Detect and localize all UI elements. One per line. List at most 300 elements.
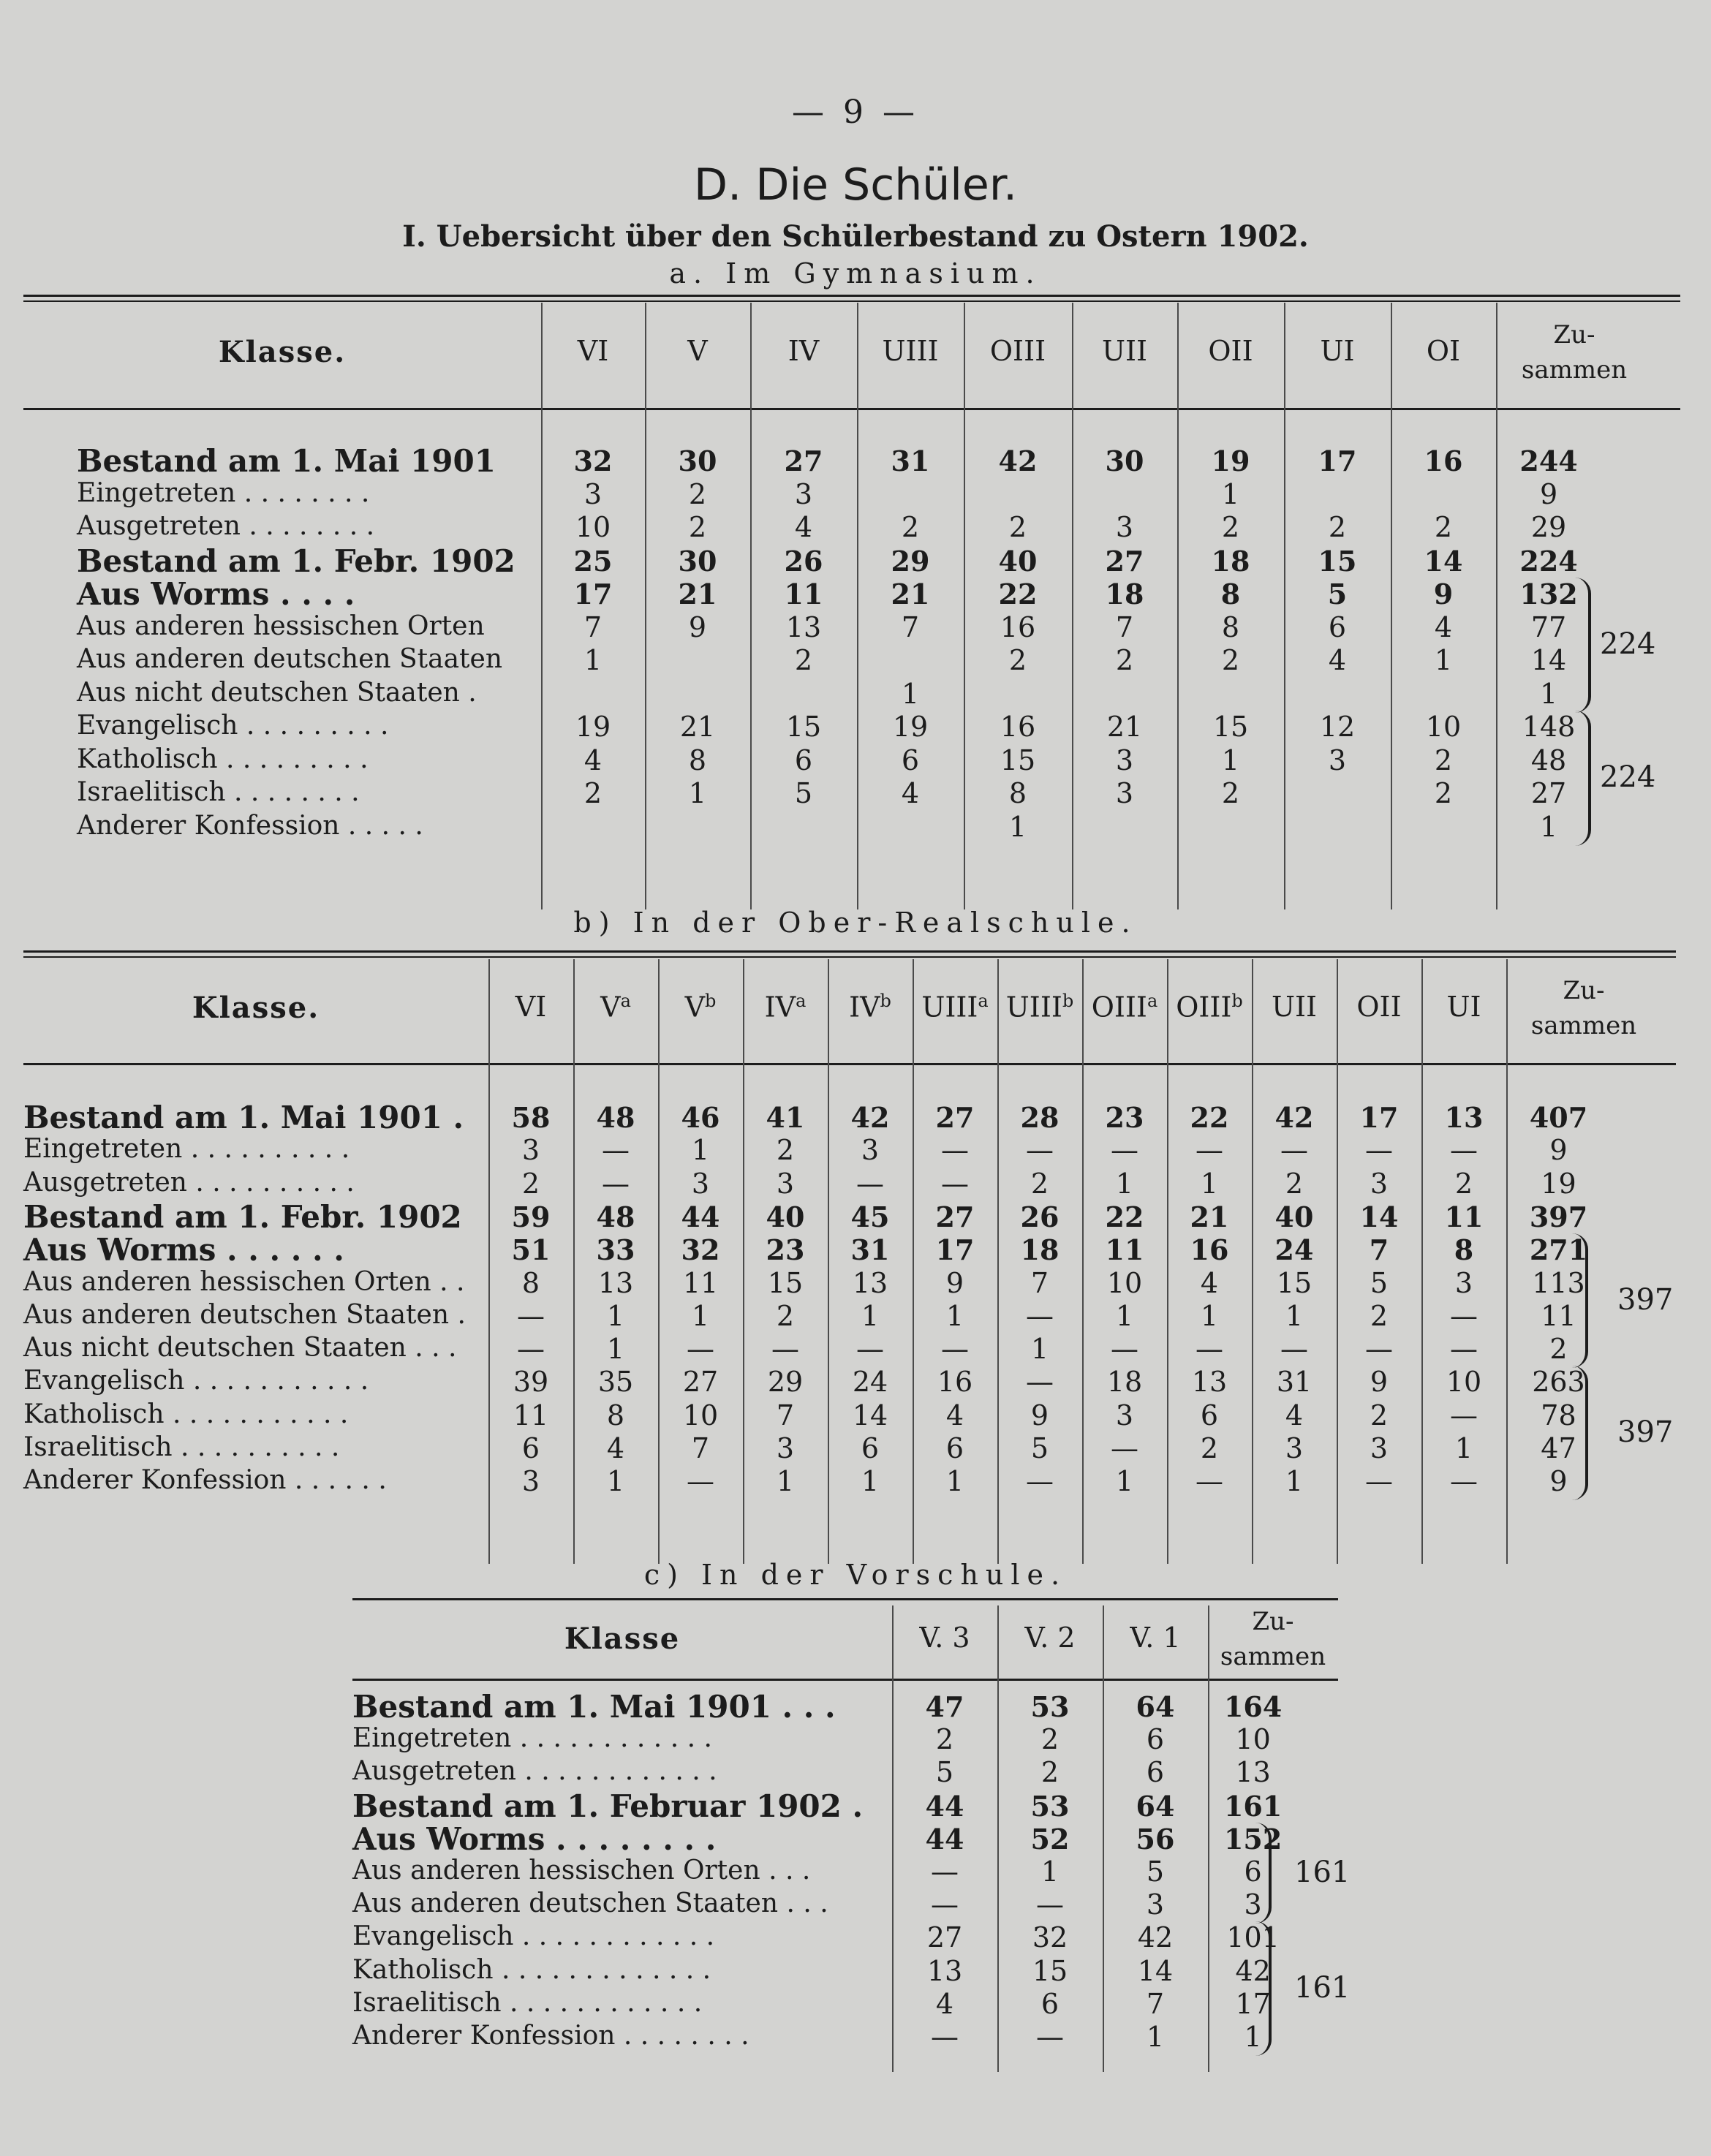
total-cell: 78	[1541, 1399, 1576, 1431]
table-cell: 2	[794, 644, 813, 676]
table-cell: 11	[1105, 1233, 1144, 1267]
table-cell: 4	[935, 1987, 954, 2020]
table-cell: 33	[596, 1233, 635, 1267]
table-cell: 48	[596, 1200, 635, 1233]
column-header: $IV^b$	[849, 991, 891, 1024]
klasse-header: Klasse.	[218, 335, 347, 369]
table-cell: 11	[513, 1399, 549, 1431]
total-cell: 271	[1529, 1233, 1588, 1267]
table-cell: 27	[926, 1921, 963, 1954]
column-header: UIII$^b$	[1005, 991, 1074, 1024]
table-top-rule-thin	[23, 300, 1680, 302]
table-cell: 1	[1030, 1333, 1049, 1366]
table-cell: —	[1280, 1134, 1308, 1167]
table-cell: 2	[1285, 1167, 1304, 1200]
table-cell: 13	[785, 610, 822, 643]
row-label: Anderer Konfession . . . . .	[77, 810, 423, 841]
table-cell: 27	[784, 445, 823, 477]
table-cell: 2	[1040, 1756, 1060, 1789]
table-cell: 6	[1200, 1399, 1219, 1431]
total-cell: 19	[1541, 1167, 1576, 1200]
table-cell: 4	[1328, 644, 1347, 676]
table-cell: 8	[521, 1266, 540, 1299]
table-cell: 18	[1211, 544, 1250, 578]
table-cell: 21	[678, 578, 717, 610]
table-cell: 8	[606, 1399, 625, 1431]
table-cell: 2	[1370, 1299, 1389, 1332]
table-cell: 9	[1030, 1399, 1049, 1431]
table-cell: 6	[945, 1432, 964, 1464]
zusammen-text: sammen	[1530, 1011, 1637, 1040]
row-label: Evangelisch . . . . . . . . .	[77, 711, 389, 741]
table-cell: 51	[511, 1233, 551, 1267]
table-cell: 64	[1136, 1690, 1175, 1723]
table-cell: 2	[901, 511, 920, 543]
table-cell: —	[1450, 1333, 1478, 1366]
total-cell: 244	[1519, 445, 1578, 477]
total-cell: 161	[1223, 1789, 1283, 1823]
table-cell: 26	[1020, 1200, 1060, 1233]
table-top-rule	[352, 1598, 1338, 1600]
total-cell: 9	[1539, 477, 1558, 510]
table-cell: 6	[1146, 1756, 1165, 1789]
table-cell: 24	[852, 1366, 888, 1399]
table-cell: —	[687, 1333, 714, 1366]
table-cell: 3	[776, 1167, 795, 1200]
table-cell: —	[856, 1167, 884, 1200]
table-cell: 2	[688, 477, 707, 510]
table-cell: 4	[945, 1399, 964, 1431]
header-bottom-rule	[352, 1679, 1338, 1681]
table-cell: —	[1450, 1299, 1478, 1332]
table-cell: 10	[682, 1399, 719, 1431]
table-cell: —	[1196, 1465, 1223, 1498]
row-label: Aus anderen hessischen Orten . .	[23, 1266, 465, 1297]
table-cell: 18	[1020, 1233, 1060, 1267]
page-title: D. Die Schüler.	[693, 159, 1018, 211]
column-header: UIII$^a$	[921, 991, 989, 1024]
row-label: Anderer Konfession . . . . . .	[23, 1465, 387, 1496]
table-cell: —	[1450, 1465, 1478, 1498]
table-cell: 3	[861, 1134, 880, 1167]
table-cell: 7	[691, 1432, 710, 1464]
table-cell: —	[941, 1167, 969, 1200]
table-cell: 23	[1105, 1101, 1144, 1134]
column-header: OI	[1426, 335, 1461, 367]
table-cell: —	[1036, 2021, 1064, 2053]
table-cell: 1	[901, 677, 920, 710]
table-cell: 5	[1370, 1266, 1389, 1299]
header-bottom-rule	[23, 1063, 1676, 1065]
row-label: Eingetreten . . . . . . . . . . . .	[352, 1723, 712, 1754]
row-label: Aus anderen deutschen Staaten . . .	[352, 1888, 828, 1919]
table-cell: 10	[1106, 1266, 1143, 1299]
table-cell: —	[517, 1333, 545, 1366]
table-cell: 14	[1359, 1200, 1399, 1233]
table-cell: 18	[1106, 1366, 1143, 1399]
table-cell: 2	[935, 1723, 954, 1756]
table-cell: 8	[688, 744, 707, 776]
table-cell: —	[1450, 1134, 1478, 1167]
zusammen-text: sammen	[1220, 1642, 1326, 1671]
table-cell: 2	[688, 511, 707, 543]
table-cell: 40	[766, 1200, 805, 1233]
table-cell: 1	[861, 1465, 880, 1498]
table-cell: 29	[891, 544, 930, 578]
table-cell: 1	[1115, 1299, 1134, 1332]
header-bottom-rule	[23, 408, 1680, 410]
zusammen-text: Zu-	[1252, 1607, 1294, 1636]
column-header: OIII$^b$	[1176, 991, 1243, 1024]
column-divider	[1506, 959, 1508, 1564]
table-cell: 40	[1274, 1200, 1314, 1233]
table-cell: 27	[1105, 544, 1144, 578]
table-cell: 7	[583, 610, 603, 643]
table-cell: 48	[596, 1101, 635, 1134]
table-cell: 3	[1328, 744, 1347, 776]
zusammen-header	[1496, 317, 1653, 387]
row-label: Aus Worms . . . .	[77, 576, 355, 612]
table-cell: 8	[1220, 578, 1241, 610]
group-sum: 224	[1600, 760, 1656, 795]
table-cell: 6	[901, 744, 920, 776]
table-cell: 10	[1446, 1366, 1482, 1399]
table-cell: 1	[1115, 1167, 1134, 1200]
table-cell: 9	[1370, 1366, 1389, 1399]
table-cell: 14	[852, 1399, 888, 1431]
row-label: Aus anderen deutschen Staaten .	[23, 1299, 466, 1330]
row-label: Bestand am 1. Febr. 1902	[23, 1198, 462, 1235]
table-cell: 1	[606, 1299, 625, 1332]
table-cell: 16	[1190, 1233, 1229, 1267]
total-cell: 11	[1541, 1299, 1576, 1332]
table-cell: 2	[776, 1134, 795, 1167]
table-cell: 3	[521, 1134, 540, 1167]
table-cell: 15	[1276, 1266, 1312, 1299]
group-sum: 161	[1294, 1856, 1351, 1889]
total-cell: 48	[1530, 744, 1567, 776]
klasse-header: Klasse	[564, 1622, 681, 1656]
table-cell: —	[1365, 1134, 1393, 1167]
table-cell: 4	[1285, 1399, 1304, 1431]
table-cell: 3	[1115, 511, 1134, 543]
total-cell: 132	[1519, 578, 1578, 610]
table-cell: 2	[1221, 777, 1240, 809]
column-header: IV	[787, 335, 820, 367]
column-header: $IV^a$	[764, 991, 807, 1024]
table-cell: 5	[1030, 1432, 1049, 1464]
row-label: Bestand am 1. Mai 1901 .	[23, 1100, 464, 1135]
total-cell: 9	[1549, 1465, 1568, 1498]
total-cell: 77	[1530, 610, 1567, 643]
table-cell: 1	[1008, 810, 1027, 843]
table-cell: 53	[1030, 1789, 1070, 1823]
total-cell: 101	[1226, 1921, 1280, 1954]
table-cell: —	[1365, 1465, 1393, 1498]
table-cell: 24	[1274, 1233, 1314, 1267]
table-cell: 47	[925, 1690, 964, 1723]
table-cell: 17	[935, 1233, 975, 1267]
table-cell: 22	[998, 578, 1038, 610]
table-cell: 1	[861, 1299, 880, 1332]
row-label: Aus anderen hessischen Orten	[77, 610, 485, 641]
table-cell: 10	[575, 511, 611, 543]
table-cell: —	[1111, 1134, 1138, 1167]
table-cell: 16	[937, 1366, 973, 1399]
table-cell: 1	[691, 1134, 710, 1167]
table-cell: 2	[521, 1167, 540, 1200]
table-cell: 41	[766, 1101, 805, 1134]
table-cell: 15	[785, 711, 822, 743]
table-cell: 53	[1030, 1690, 1070, 1723]
table-cell: 7	[1115, 610, 1134, 643]
table-cell: 11	[784, 578, 823, 610]
row-label: Israelitisch . . . . . . . . . .	[23, 1432, 340, 1462]
total-cell: 10	[1235, 1723, 1271, 1756]
table-cell: 4	[794, 511, 813, 543]
column-divider	[1496, 303, 1497, 909]
total-cell: 14	[1530, 644, 1567, 676]
table-cell: 3	[1115, 744, 1134, 776]
table-cell: 22	[1105, 1200, 1144, 1233]
section-title: c) In der Vorschule.	[643, 1559, 1068, 1591]
total-cell: 397	[1529, 1200, 1588, 1233]
table-cell: 15	[1212, 711, 1249, 743]
table-cell: 16	[1000, 711, 1036, 743]
table-cell: —	[1450, 1399, 1478, 1431]
table-cell: 19	[1211, 445, 1250, 477]
group-sum: 397	[1617, 1415, 1674, 1450]
column-header: UII	[1271, 991, 1318, 1023]
total-cell: 113	[1532, 1266, 1585, 1299]
table-cell: 27	[935, 1101, 975, 1134]
table-cell: 1	[583, 644, 603, 676]
group-brace	[1254, 1921, 1272, 2056]
table-cell: —	[1111, 1432, 1138, 1464]
table-cell: 16	[1424, 445, 1463, 477]
table-cell: 15	[1318, 544, 1357, 578]
column-header: UI	[1446, 991, 1481, 1023]
table-cell: 3	[794, 477, 813, 510]
total-cell: 148	[1522, 711, 1576, 743]
total-cell: 3	[1244, 1888, 1262, 1921]
row-label: Anderer Konfession . . . . . . . .	[352, 2021, 749, 2051]
total-cell: 407	[1529, 1101, 1588, 1134]
table-cell: 42	[850, 1101, 890, 1134]
table-cell: 1	[1146, 2021, 1165, 2053]
table-cell: 44	[925, 1789, 964, 1823]
table-cell: 11	[682, 1266, 719, 1299]
row-label: Bestand am 1. Februar 1902 .	[352, 1788, 864, 1824]
group-brace	[1571, 1233, 1588, 1368]
table-cell: 3	[1115, 777, 1134, 809]
table-cell: 19	[892, 711, 929, 743]
column-header: VI	[515, 991, 547, 1023]
row-label: Eingetreten . . . . . . . .	[77, 477, 370, 508]
table-cell: 7	[1030, 1266, 1049, 1299]
table-cell: 58	[511, 1101, 551, 1134]
row-label: Aus Worms . . . . . . . .	[352, 1820, 717, 1857]
row-label: Katholisch . . . . . . . . . . . . .	[352, 1954, 711, 1985]
table-cell: 1	[945, 1465, 964, 1498]
table-cell: —	[1111, 1333, 1138, 1366]
table-cell: 46	[681, 1101, 720, 1134]
section-title: b) In der Ober-Realschule.	[573, 907, 1138, 939]
table-top-rule-thin	[23, 956, 1676, 958]
table-cell: 15	[1000, 744, 1036, 776]
section-title: a. Im Gymnasium.	[669, 257, 1042, 290]
table-cell: 42	[1274, 1101, 1314, 1134]
total-cell: 6	[1244, 1856, 1262, 1888]
table-cell: 35	[597, 1366, 634, 1399]
total-cell: 1	[1539, 810, 1558, 843]
table-cell: 4	[606, 1432, 625, 1464]
table-cell: 30	[678, 445, 717, 477]
table-cell: —	[771, 1333, 799, 1366]
table-cell: 18	[1105, 578, 1144, 610]
row-label: Katholisch . . . . . . . . .	[77, 744, 369, 774]
row-label: Katholisch . . . . . . . . . . .	[23, 1399, 349, 1429]
table-cell: 2	[1008, 511, 1027, 543]
table-cell: —	[1026, 1134, 1054, 1167]
zusammen-header	[1506, 973, 1661, 1043]
table-cell: 1	[1221, 477, 1240, 510]
table-cell: 23	[766, 1233, 805, 1267]
table-cell: —	[517, 1299, 545, 1332]
row-label: Ausgetreten . . . . . . . .	[77, 511, 375, 541]
table-cell: 2	[1434, 511, 1453, 543]
table-cell: 9	[688, 610, 707, 643]
zusammen-text: Zu-	[1563, 976, 1605, 1005]
table-cell: 27	[935, 1200, 975, 1233]
table-cell: 26	[784, 544, 823, 578]
table-cell: —	[1365, 1333, 1393, 1366]
table-cell: 13	[1444, 1101, 1484, 1134]
table-cell: 2	[1221, 511, 1240, 543]
table-cell: —	[1026, 1465, 1054, 1498]
row-label: Aus nicht deutschen Staaten .	[77, 677, 477, 708]
column-header: OIII	[989, 335, 1046, 367]
table-cell: 9	[945, 1266, 964, 1299]
column-header: UII	[1101, 335, 1148, 367]
total-cell: 29	[1530, 511, 1567, 543]
table-cell: —	[1026, 1299, 1054, 1332]
table-cell: 1	[1285, 1465, 1304, 1498]
table-cell: 31	[850, 1233, 890, 1267]
table-cell: 5	[1327, 578, 1348, 610]
table-cell: 32	[1032, 1921, 1068, 1954]
total-cell: 263	[1532, 1366, 1585, 1399]
row-label: Aus nicht deutschen Staaten . . .	[23, 1333, 457, 1363]
table-cell: 5	[794, 777, 813, 809]
total-cell: 1	[1539, 677, 1558, 710]
table-cell: 16	[1000, 610, 1036, 643]
table-cell: 4	[901, 777, 920, 809]
table-cell: —	[1196, 1134, 1223, 1167]
table-top-rule	[23, 950, 1676, 953]
table-cell: —	[941, 1134, 969, 1167]
table-cell: 1	[1115, 1465, 1134, 1498]
table-top-rule	[23, 295, 1680, 297]
table-cell: 44	[681, 1200, 720, 1233]
row-label: Israelitisch . . . . . . . . . . . .	[352, 1987, 703, 2018]
table-cell: —	[1026, 1366, 1054, 1399]
table-cell: 1	[1434, 644, 1453, 676]
total-cell: 152	[1223, 1822, 1283, 1856]
table-cell: 1	[606, 1465, 625, 1498]
column-header: V. 2	[1024, 1622, 1076, 1654]
table-cell: 28	[1020, 1101, 1060, 1134]
table-cell: 1	[945, 1299, 964, 1332]
table-cell: 6	[1328, 610, 1347, 643]
table-cell: 10	[1425, 711, 1462, 743]
table-cell: 21	[679, 711, 716, 743]
table-cell: —	[687, 1465, 714, 1498]
table-cell: 8	[1221, 610, 1240, 643]
table-cell: 64	[1136, 1789, 1175, 1823]
table-cell: 13	[926, 1954, 963, 1987]
table-cell: 3	[1370, 1432, 1389, 1464]
table-cell: 13	[852, 1266, 888, 1299]
table-cell: 1	[776, 1465, 795, 1498]
table-cell: 2	[776, 1299, 795, 1332]
table-cell: 21	[891, 578, 930, 610]
column-header: V	[687, 335, 708, 367]
table-cell: —	[941, 1333, 969, 1366]
table-cell: 8	[1454, 1233, 1474, 1267]
row-label: Bestand am 1. Febr. 1902	[77, 542, 515, 579]
group-brace	[1571, 1366, 1588, 1500]
table-cell: 30	[678, 544, 717, 578]
table-cell: 11	[1444, 1200, 1484, 1233]
zusammen-text: sammen	[1521, 355, 1628, 385]
table-cell: —	[1280, 1333, 1308, 1366]
table-cell: 2	[1454, 1167, 1473, 1200]
total-cell: 27	[1530, 777, 1567, 809]
column-header: $V^a$	[600, 991, 631, 1024]
table-cell: 32	[681, 1233, 720, 1267]
total-cell: 224	[1519, 544, 1578, 578]
zusammen-header	[1208, 1604, 1338, 1674]
table-cell: 7	[901, 610, 920, 643]
table-cell: 17	[1318, 445, 1357, 477]
table-cell: —	[602, 1134, 630, 1167]
table-cell: 5	[1146, 1856, 1165, 1888]
table-cell: 8	[1008, 777, 1027, 809]
table-cell: 3	[583, 477, 603, 510]
table-cell: 2	[1328, 511, 1347, 543]
table-cell: —	[931, 1856, 959, 1888]
row-label: Bestand am 1. Mai 1901	[77, 443, 496, 479]
table-cell: —	[931, 2021, 959, 2053]
table-cell: 6	[521, 1432, 540, 1464]
table-cell: 25	[573, 544, 613, 578]
table-cell: 7	[776, 1399, 795, 1431]
table-cell: 1	[1454, 1432, 1473, 1464]
table-cell: 27	[682, 1366, 719, 1399]
row-label: Ausgetreten . . . . . . . . . .	[23, 1167, 355, 1198]
table-cell: 1	[606, 1333, 625, 1366]
table-cell: 6	[794, 744, 813, 776]
row-label: Evangelisch . . . . . . . . . . .	[23, 1366, 369, 1396]
total-cell: 47	[1541, 1432, 1576, 1464]
page-number: — 9 —	[792, 94, 919, 131]
group-sum: 161	[1294, 1971, 1351, 2005]
table-cell: 22	[1190, 1101, 1229, 1134]
table-cell: 3	[521, 1465, 540, 1498]
table-cell: 3	[1454, 1266, 1473, 1299]
table-cell: 7	[1146, 1987, 1165, 2020]
